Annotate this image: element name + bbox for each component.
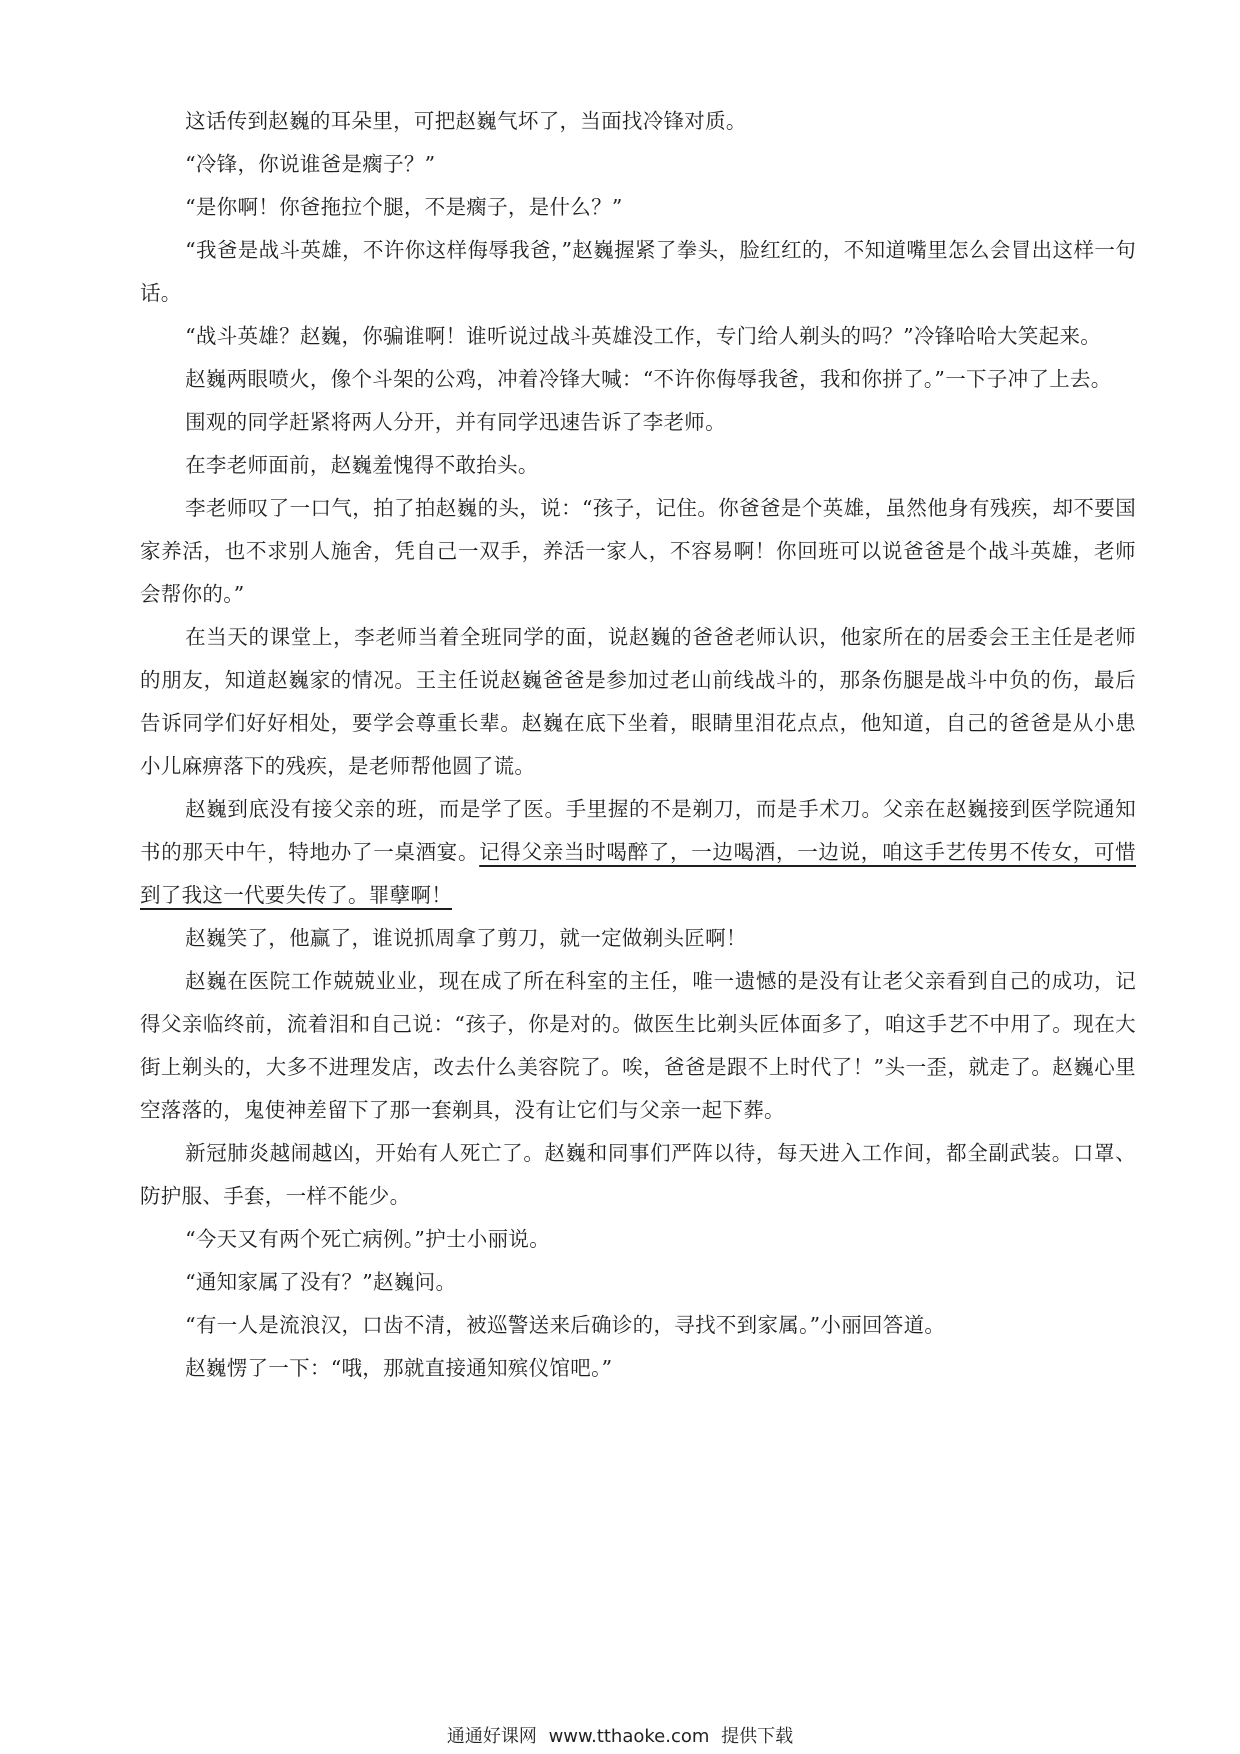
- paragraph: 李老师叹了一口气，拍了拍赵巍的头，说：“孩子，记住。你爸爸是个英雄，虽然他身有残疾，却不要国家养活，也不求别人施舍，凭自己一双手，养活一家人，不容易啊！你回班可以说爸爸是个战斗英雄，老师会帮你的。”: [140, 496, 1136, 606]
- footer-url: www.tthaoke.com: [548, 1726, 710, 1747]
- paragraph: 赵巍愣了一下：“哦，那就直接通知殡仪馆吧。”: [185, 1356, 613, 1380]
- paragraph: “冷锋，你说谁爸是瘸子？”: [185, 152, 436, 176]
- paragraph: 在李老师面前，赵巍羞愧得不敢抬头。: [185, 453, 539, 477]
- paragraph: 赵巍两眼喷火，像个斗架的公鸡，冲着冷锋大喊：“不许你侮辱我爸，我和你拼了。”一下子冲了上去。: [185, 367, 1112, 391]
- paragraph: “今天又有两个死亡病例。”护士小丽说。: [185, 1227, 551, 1251]
- paragraph: 这话传到赵巍的耳朵里，可把赵巍气坏了，当面找冷锋对质。: [185, 109, 747, 133]
- underlined-sentence: 记得父亲当时喝醉了，一边喝酒，一边说，咱这手艺传男不传女，可惜到了我这一代要失传了。罪孽啊！: [140, 840, 1136, 907]
- footer-suffix: 提供下载: [721, 1726, 794, 1747]
- footer-site-name: 通通好课网: [446, 1726, 537, 1747]
- paragraph: 赵巍笑了，他赢了，谁说抓周拿了剪刀，就一定做剃头匠啊！: [185, 926, 747, 950]
- paragraph: 赵巍在医院工作兢兢业业，现在成了所在科室的主任，唯一遗憾的是没有让老父亲看到自己的成功，记得父亲临终前，流着泪和自己说：“孩子，你是对的。做医生比剃头匠体面多了，咱这手艺不中用了。现在大街上剃头的，大多不进理发店，改去什么美容院了。唉，爸爸是跟不上时代了！”头一歪，就走了。赵巍心里空落落的，鬼使神差留下了那一套剃具，没有让它们与父亲一起下葬。: [140, 969, 1136, 1122]
- paragraph: “通知家属了没有？”赵巍问。: [185, 1270, 457, 1294]
- paragraph-text: 赵巍到底没有接父亲的班，而是学了医。手里握的不是剃刀，而是手术刀。父亲在赵巍接到医学院通知书的那天中午，特地办了一桌酒宴。: [140, 797, 1136, 864]
- paragraph: 在当天的课堂上，李老师当着全班同学的面，说赵巍的爸爸老师认识，他家所在的居委会王主任是老师的朋友，知道赵巍家的情况。王主任说赵巍爸爸是参加过老山前线战斗的，那条伤腿是战斗中负的伤，最后告诉同学们好好相处，要学会尊重长辈。赵巍在底下坐着，眼睛里泪花点点，他知道，自己的爸爸是从小患小儿麻痹落下的残疾，是老师帮他圆了谎。: [140, 625, 1136, 778]
- paragraph: “有一人是流浪汉，口齿不清，被巡警送来后确诊的，寻找不到家属。”小丽回答道。: [185, 1313, 946, 1337]
- paragraph: “我爸是战斗英雄，不许你这样侮辱我爸，”赵巍握紧了拳头，脸红红的，不知道嘴里怎么会冒出这样一句话。: [140, 238, 1136, 305]
- paragraph-with-underline: [140, 788, 1136, 917]
- article-body: [140, 100, 1136, 1390]
- page-footer: [0, 1722, 1240, 1748]
- paragraph: “是你啊！你爸拖拉个腿，不是瘸子，是什么？”: [185, 195, 623, 219]
- paragraph: 新冠肺炎越闹越凶，开始有人死亡了。赵巍和同事们严阵以待，每天进入工作间，都全副武装。口罩、防护服、手套，一样不能少。: [140, 1141, 1136, 1208]
- paragraph: 围观的同学赶紧将两人分开，并有同学迅速告诉了李老师。: [185, 410, 726, 434]
- paragraph: “战斗英雄？赵巍，你骗谁啊！谁听说过战斗英雄没工作，专门给人剃头的吗？”冷锋哈哈大笑起来。: [185, 324, 1102, 348]
